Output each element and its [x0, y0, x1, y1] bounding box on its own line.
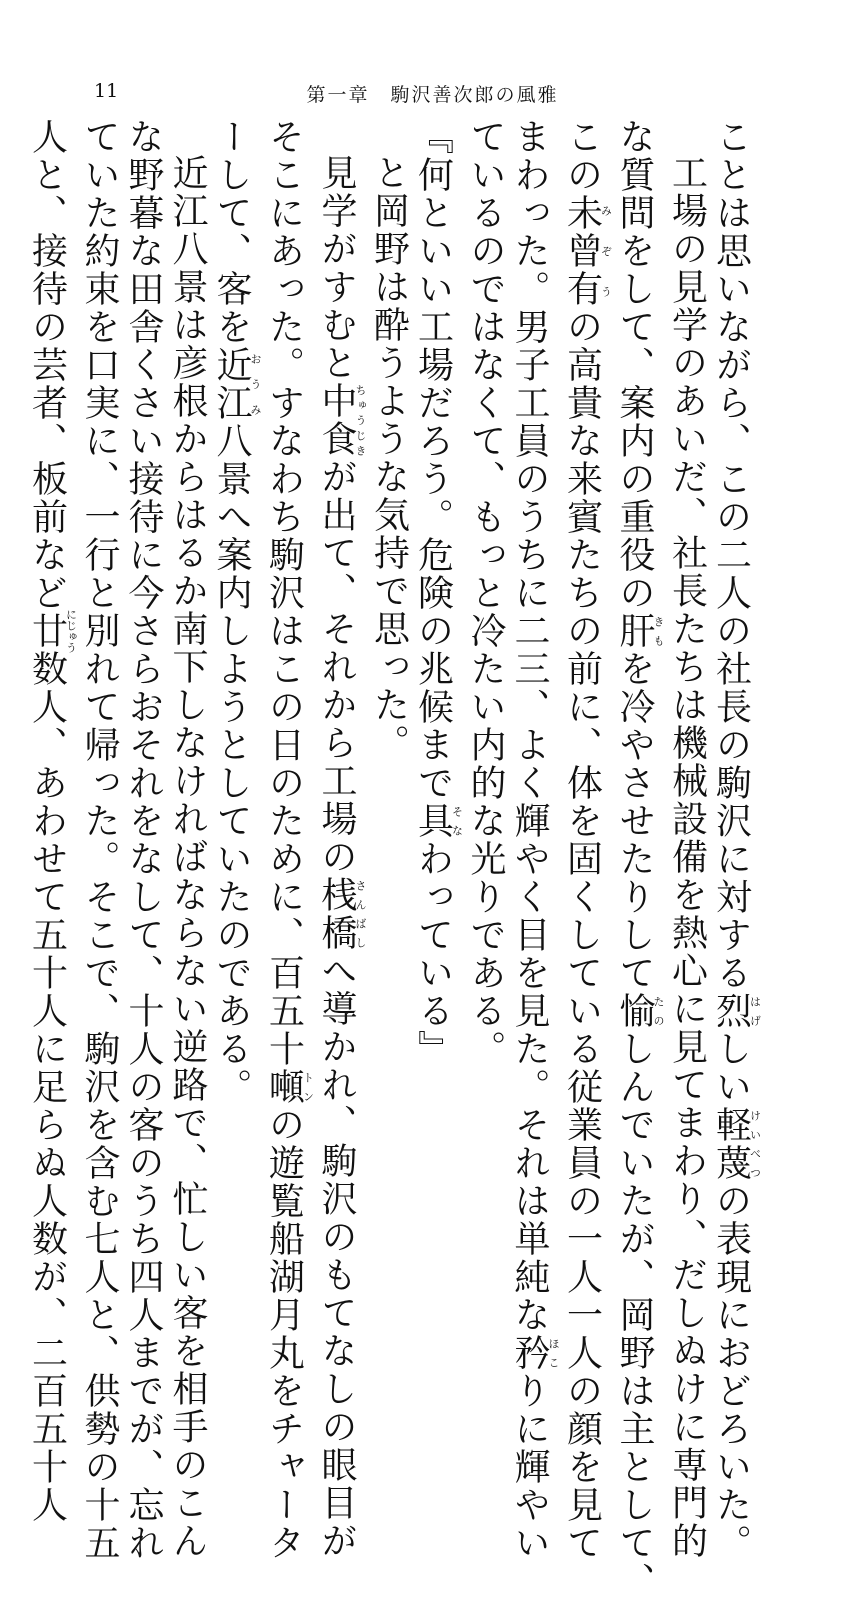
text-segment: この: [561, 118, 603, 194]
ruby-reading: おうみ: [249, 346, 262, 422]
text-column: [612, 118, 665, 1600]
text-segment: しんでいたが、岡野は主として、: [614, 1030, 655, 1600]
ruby-reading: たの: [652, 992, 665, 1030]
text-segment: と岡野は酔うような気持で思った。: [368, 154, 410, 762]
text-segment: そこにあった。すなわち駒沢はこの日のために、百五十: [263, 118, 305, 1068]
ruby-reading: そな: [450, 802, 464, 840]
ruby-base: 肝: [614, 612, 655, 650]
text-segment: 人と、接待の芸者、板前など: [26, 118, 68, 612]
ruby-reading: ほこ: [547, 1334, 560, 1372]
text-segment: へ導かれ、駒沢のもてなしの眼目が: [316, 952, 357, 1560]
ruby-annotation: [211, 346, 262, 422]
ruby-base: 軽蔑: [710, 1106, 752, 1182]
ruby-base: 廿: [26, 609, 68, 653]
ruby-annotation: [614, 992, 665, 1030]
text-segment: 八景へ案内しようとしていたのである。: [211, 422, 252, 1106]
text-column: [25, 118, 78, 1524]
running-header: 第一章 駒沢善次郎の風雅: [306, 84, 559, 106]
text-segment: の表現におどろいた。: [710, 1182, 752, 1562]
text-column: [367, 118, 411, 1158]
ruby-base: 未曾有: [561, 194, 603, 308]
ruby-base: 近江: [211, 346, 252, 422]
text-segment: ているのではなくて、もっと冷たい内的な光りである。: [465, 118, 506, 1068]
text-column: [77, 118, 121, 1562]
ruby-annotation: [614, 612, 665, 650]
text-column: [411, 118, 464, 1158]
ruby-base: 具: [412, 802, 454, 840]
text-segment: が出て、それから工場の: [316, 458, 357, 876]
ruby-reading: さんばし: [354, 876, 367, 952]
ruby-base: 桟橋: [316, 876, 357, 952]
ruby-base: 噸: [263, 1068, 305, 1106]
text-segment: 工場の見学のあいだ、社長たちは機械設備を熱心に見てまわり、だしぬけに専門的: [666, 154, 708, 1560]
ruby-annotation: [710, 992, 762, 1030]
ruby-annotation: [509, 1334, 560, 1372]
text-segment: を冷やさせたりして: [614, 650, 655, 992]
ruby-annotation: [412, 802, 464, 840]
ruby-annotation: [710, 1106, 762, 1182]
text-column: [165, 118, 209, 1560]
body-text: [26, 118, 762, 1600]
text-segment: 『何といい工場だろう。危険の兆候まで: [412, 118, 454, 802]
text-segment: ーして、客を: [211, 118, 252, 346]
text-segment: な野暮な田舎くさい接待に今さらおそれをなして、十人の客のうち四人までが、忘れ: [123, 118, 164, 1562]
ruby-annotation: [26, 609, 78, 653]
ruby-reading: はげ: [748, 992, 762, 1030]
ruby-reading: トン: [301, 1068, 315, 1106]
ruby-annotation: [561, 194, 613, 308]
ruby-reading: みぞう: [599, 194, 613, 308]
ruby-annotation: [263, 1068, 315, 1106]
text-segment: 見学がすむと: [316, 154, 357, 382]
ruby-annotation: [316, 382, 367, 458]
text-column: [262, 118, 315, 1562]
text-segment: 数人、あわせて五十人に足らぬ人数が、二百五十人: [26, 650, 68, 1524]
text-column: [463, 118, 507, 1158]
text-segment: まわった。男子工員のうちに二三、よく輝やく目を見た。それは単純な: [509, 118, 550, 1334]
text-column: [507, 118, 560, 1562]
ruby-reading: きも: [652, 612, 665, 650]
text-column: [709, 118, 762, 1562]
text-segment: の遊覧船湖月丸をチャータ: [263, 1106, 305, 1562]
text-column: [121, 118, 165, 1562]
text-segment: 近江八景は彦根からはるか南下しなければならない逆路で、忙しい客を相手のこん: [167, 154, 208, 1560]
text-column: [314, 118, 367, 1560]
text-segment: ことは思いながら、この二人の社長の駒沢に対する: [710, 118, 752, 992]
text-column: [209, 118, 262, 1158]
text-segment: しい: [710, 1030, 752, 1106]
text-segment: りに輝やい: [509, 1372, 550, 1562]
ruby-base: 矜: [509, 1334, 550, 1372]
text-column: [665, 118, 709, 1560]
text-segment: な質問をして、案内の重役の: [614, 118, 655, 612]
page-number: 11: [94, 80, 119, 102]
text-segment: の高貴な来賓たちの前に、体を固くしている従業員の一人一人の顔を見て: [561, 308, 603, 1562]
ruby-base: 愉: [614, 992, 655, 1030]
ruby-reading: けいべつ: [748, 1106, 762, 1182]
ruby-reading: にじゅう: [64, 609, 78, 653]
text-segment: わっている』: [412, 840, 454, 1068]
ruby-annotation: [316, 876, 367, 952]
ruby-reading: ちゅうじき: [354, 382, 367, 458]
text-segment: ていた約束を口実に、一行と別れて帰った。そこで、駒沢を含む七人と、供勢の十五: [79, 118, 120, 1562]
text-column: [560, 118, 613, 1562]
ruby-base: 中食: [316, 382, 357, 458]
ruby-base: 烈: [710, 992, 752, 1030]
